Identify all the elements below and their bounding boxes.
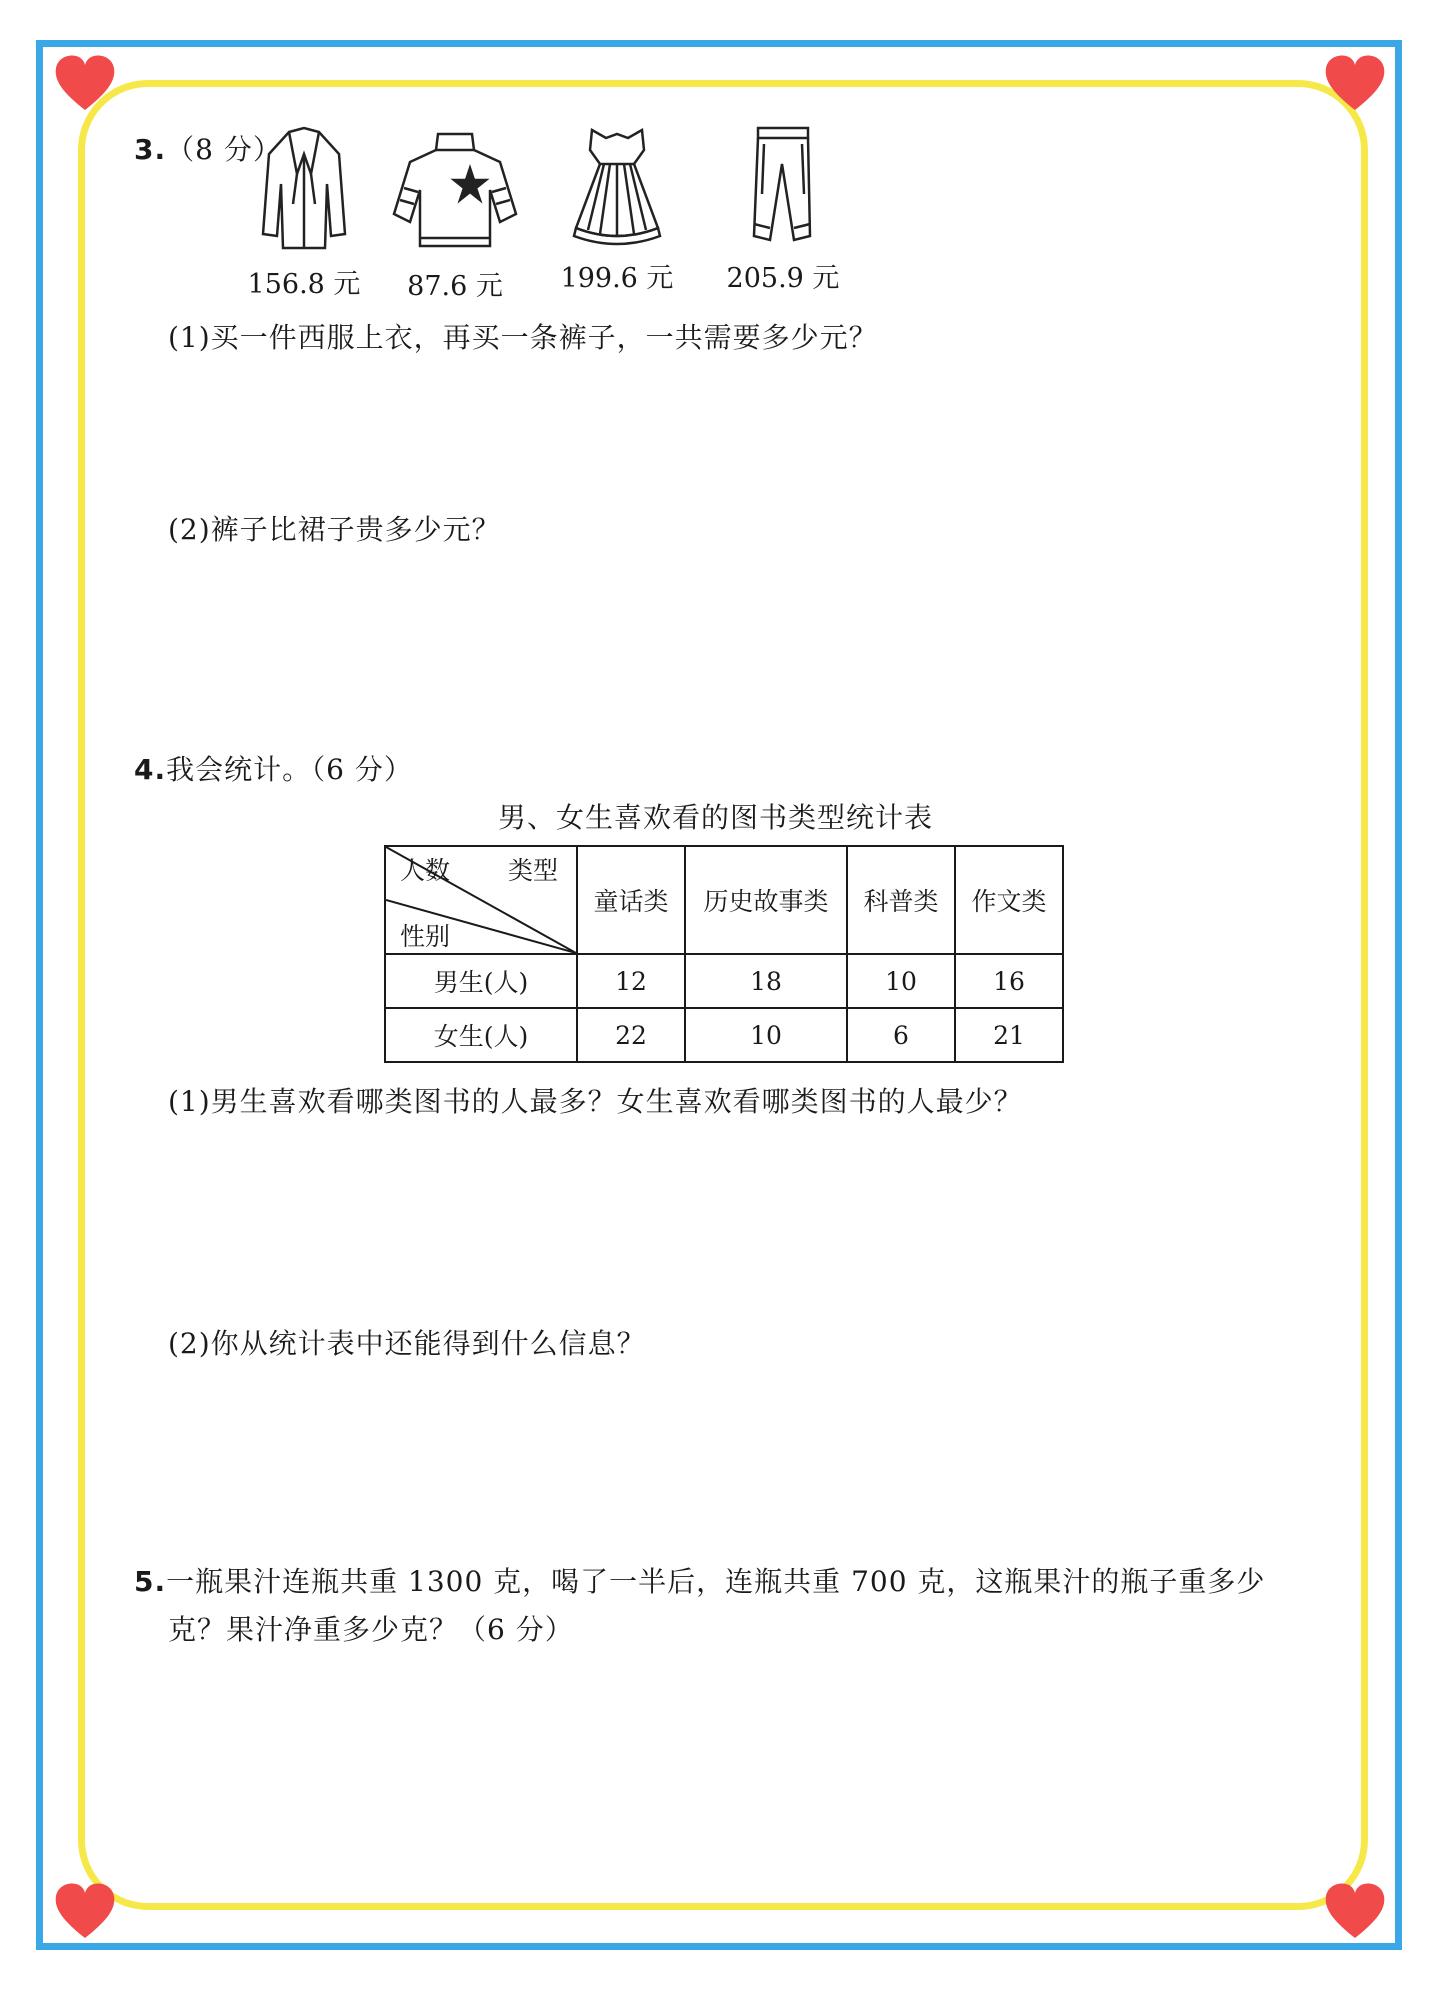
q4-sub2: (2)你从统计表中还能得到什么信息？ [168, 1327, 646, 1360]
table-cell: 10 [685, 1008, 847, 1062]
corner-label-gender: 性别 [400, 922, 451, 951]
jacket-item [244, 124, 364, 301]
sweater-item [380, 128, 530, 303]
dress-item [552, 124, 682, 295]
q4-sub1: (1)男生喜欢看哪类图书的人最多？女生喜欢看哪类图书的人最少？ [168, 1085, 1023, 1118]
pants-icon [748, 124, 818, 248]
question-number: 4. [134, 753, 167, 786]
table-cell: 10 [847, 954, 955, 1008]
table-cell: 12 [577, 954, 685, 1008]
question-number: 5. [134, 1565, 167, 1598]
question-points: （8 分） [166, 133, 282, 166]
table-header-row [385, 846, 1063, 954]
table-title: 男、女生喜欢看的图书类型统计表 [498, 801, 934, 834]
heart-icon [52, 1880, 118, 1940]
jacket-price: 156.8 元 [247, 269, 361, 300]
q3-sub2: (2)裤子比裙子贵多少元？ [168, 513, 501, 546]
column-header: 童话类 [577, 846, 685, 954]
column-header: 科普类 [847, 846, 955, 954]
column-header: 作文类 [955, 846, 1063, 954]
q4-heading [134, 748, 413, 788]
q5-line1 [134, 1560, 1265, 1600]
statistics-table [384, 845, 1064, 1063]
table-cell: 22 [577, 1008, 685, 1062]
heart-icon [52, 52, 118, 112]
question-text: 一瓶果汁连瓶共重 1300 克，喝了一半后，连瓶共重 700 克，这瓶果汁的瓶子重多少 [166, 1565, 1266, 1598]
table-cell: 6 [847, 1008, 955, 1062]
sweater-price: 87.6 元 [407, 271, 503, 302]
row-label: 男生(人) [385, 954, 577, 1008]
dress-price: 199.6 元 [560, 263, 674, 294]
question-number: 3. [134, 133, 167, 166]
corner-label-count: 人数 [400, 856, 451, 885]
dress-icon [562, 124, 672, 248]
pants-price: 205.9 元 [726, 263, 840, 294]
question-text: 我会统计。（6 分） [166, 753, 413, 786]
column-header: 历史故事类 [685, 846, 847, 954]
table-cell: 21 [955, 1008, 1063, 1062]
q3-sub1: (1)买一件西服上衣，再买一条裤子，一共需要多少元？ [168, 321, 878, 354]
table-cell: 16 [955, 954, 1063, 1008]
table-cell: 18 [685, 954, 847, 1008]
pants-item [718, 124, 848, 295]
q5-line2: 克？果汁净重多少克？（6 分） [168, 1613, 574, 1646]
jacket-icon [259, 124, 349, 254]
row-label: 女生(人) [385, 1008, 577, 1062]
heart-icon [1322, 52, 1388, 112]
corner-label-type: 类型 [508, 856, 559, 885]
heart-icon [1322, 1880, 1388, 1940]
table-row [385, 1008, 1063, 1062]
table-row [385, 954, 1063, 1008]
corner-cell [385, 846, 577, 954]
sweater-icon [390, 128, 520, 256]
